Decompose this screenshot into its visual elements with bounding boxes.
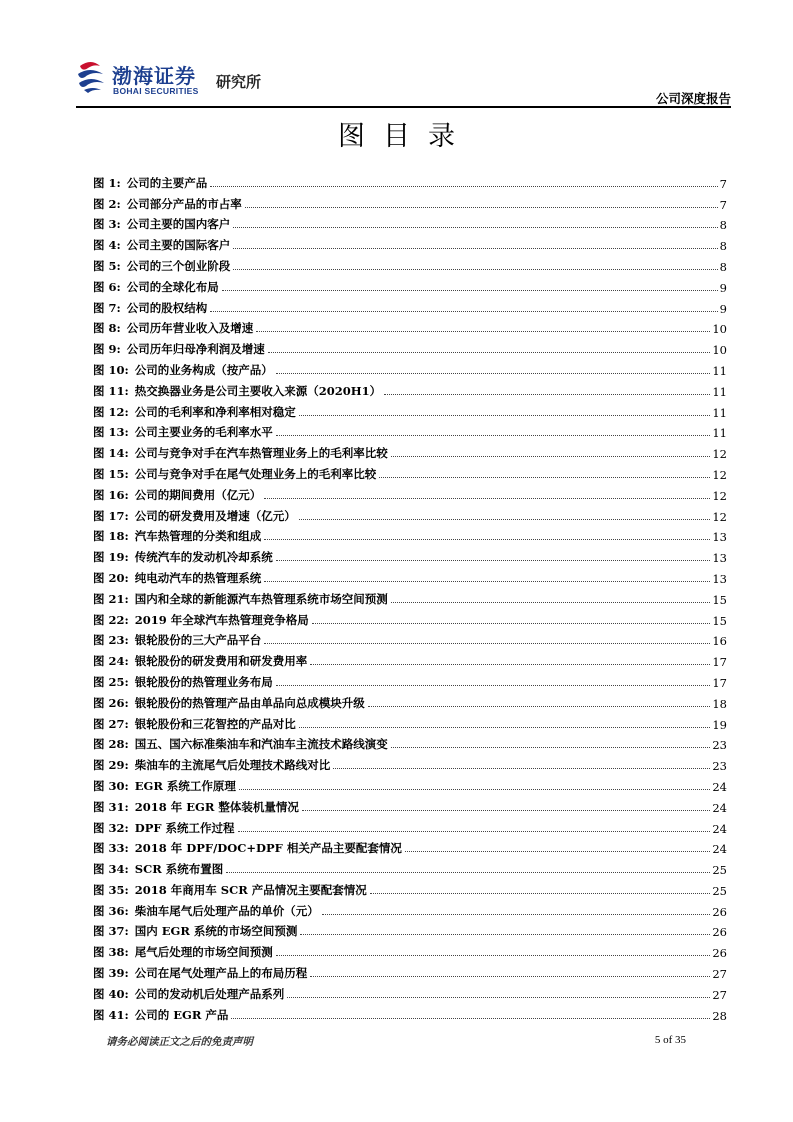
toc-page-number[interactable]: 16 <box>712 634 727 649</box>
toc-page-number[interactable]: 11 <box>712 384 727 399</box>
toc-figure-number: 图 19: <box>93 550 129 565</box>
toc-figure-number: 图 29: <box>93 758 129 773</box>
toc-figure-number: 图 16: <box>93 487 129 502</box>
toc-page-number[interactable]: 7 <box>719 197 727 212</box>
toc-entry[interactable] <box>93 399 727 420</box>
toc-entry[interactable] <box>93 919 727 940</box>
toc-page-number[interactable]: 13 <box>712 530 727 545</box>
toc-entry[interactable] <box>93 191 727 212</box>
toc-figure-title: 公司的研发费用及增速（亿元） <box>134 508 296 523</box>
toc-entry[interactable] <box>93 981 727 1002</box>
toc-figure-number: 图 4: <box>93 238 121 253</box>
toc-entry[interactable] <box>93 898 727 919</box>
toc-figure-title: 公司主要的国际客户 <box>126 238 231 253</box>
toc-entry[interactable] <box>93 773 727 794</box>
toc-page-number[interactable]: 10 <box>712 322 727 337</box>
toc-figure-title: 汽车热管理的分类和组成 <box>134 529 262 544</box>
toc-figure-number: 图 14: <box>93 446 129 461</box>
toc-entry-label[interactable] <box>93 674 273 690</box>
toc-entry-label[interactable] <box>93 196 242 212</box>
toc-entry[interactable] <box>93 877 727 898</box>
toc-figure-number: 图 24: <box>93 654 129 669</box>
toc-entry[interactable] <box>93 752 727 773</box>
toc-entry-label[interactable] <box>93 404 296 420</box>
toc-entry[interactable] <box>93 711 727 732</box>
toc-page-number[interactable]: 23 <box>712 738 727 753</box>
toc-figure-number: 图 40: <box>93 986 129 1001</box>
logo-chinese-name: 渤海证券 <box>112 64 196 88</box>
toc-dot-leader <box>384 394 710 395</box>
toc-entry-label[interactable] <box>93 528 261 544</box>
toc-dot-leader <box>245 207 718 208</box>
toc-dot-leader <box>302 810 710 811</box>
toc-page-number[interactable]: 8 <box>719 259 727 274</box>
toc-page-number[interactable]: 12 <box>712 467 727 482</box>
page-header <box>76 58 731 104</box>
toc-dot-leader <box>226 872 710 873</box>
toc-entry[interactable] <box>93 586 727 607</box>
toc-page-number[interactable]: 23 <box>712 759 727 774</box>
toc-dot-leader <box>233 269 717 270</box>
page-number: 5 of 35 <box>654 1034 686 1046</box>
toc-entry[interactable] <box>93 794 727 815</box>
toc-figure-title: 2018 年 EGR 整体装机量情况 <box>134 799 299 814</box>
toc-entry-label[interactable] <box>93 362 273 378</box>
toc-entry-label[interactable] <box>93 736 388 752</box>
toc-entry-label[interactable] <box>93 341 265 357</box>
toc-dot-leader <box>264 498 710 499</box>
toc-figure-number: 图 26: <box>93 695 129 710</box>
toc-entry-label[interactable] <box>93 216 230 232</box>
toc-page-number[interactable]: 10 <box>712 343 727 358</box>
toc-figure-number: 图 17: <box>93 508 129 523</box>
toc-page-number[interactable]: 11 <box>712 426 727 441</box>
bohai-logo-icon <box>76 60 106 94</box>
toc-dot-leader <box>379 477 710 478</box>
toc-figure-title: 2018 年商用车 SCR 产品情况主要配套情况 <box>134 882 367 897</box>
toc-entry-label[interactable] <box>93 570 261 586</box>
toc-entry-label[interactable] <box>93 591 388 607</box>
toc-figure-title: 纯电动汽车的热管理系统 <box>134 570 262 585</box>
toc-figure-title: SCR 系统布置图 <box>134 862 224 877</box>
toc-figure-number: 图 34: <box>93 862 129 877</box>
toc-dot-leader <box>276 560 711 561</box>
page-title: 图目录 <box>338 121 473 152</box>
toc-figure-title: 尾气后处理的市场空间预测 <box>134 945 273 960</box>
toc-dot-leader <box>310 976 710 977</box>
toc-entry[interactable] <box>93 232 727 253</box>
toc-figure-title: 公司的股权结构 <box>126 300 208 315</box>
toc-figure-number: 图 38: <box>93 945 129 960</box>
toc-entry[interactable] <box>93 690 727 711</box>
toc-entry-label[interactable] <box>93 445 388 461</box>
toc-dot-leader <box>268 352 711 353</box>
toc-entry-label[interactable] <box>93 424 273 440</box>
toc-page-number[interactable]: 11 <box>712 405 727 420</box>
toc-entry[interactable] <box>93 212 727 233</box>
toc-page-number[interactable]: 9 <box>719 280 727 295</box>
toc-entry[interactable] <box>93 544 727 565</box>
toc-entry[interactable] <box>93 357 727 378</box>
toc-entry-label[interactable] <box>93 487 261 503</box>
toc-entry-label[interactable] <box>93 320 253 336</box>
toc-page-number[interactable]: 8 <box>719 218 727 233</box>
toc-figure-number: 图 39: <box>93 966 129 981</box>
toc-entry[interactable] <box>93 482 727 503</box>
toc-entry[interactable] <box>93 170 727 191</box>
toc-entry-label[interactable] <box>93 612 309 628</box>
toc-figure-number: 图 30: <box>93 778 129 793</box>
toc-entry-label[interactable] <box>93 258 230 274</box>
toc-entry[interactable] <box>93 669 727 690</box>
toc-entry[interactable] <box>93 378 727 399</box>
toc-figure-title: 公司的业务构成（按产品） <box>134 362 273 377</box>
toc-page-number[interactable]: 28 <box>712 1008 727 1023</box>
toc-dot-leader <box>231 1018 710 1019</box>
toc-figure-number: 图 35: <box>93 882 129 897</box>
toc-entry-label[interactable] <box>93 986 284 1002</box>
toc-page-number[interactable]: 8 <box>719 239 727 254</box>
toc-entry-label[interactable] <box>93 716 296 732</box>
toc-figure-number: 图 7: <box>93 300 121 315</box>
toc-dot-leader <box>276 685 711 686</box>
toc-dot-leader <box>333 768 710 769</box>
toc-figure-number: 图 5: <box>93 258 121 273</box>
toc-entry[interactable] <box>93 815 727 836</box>
toc-figure-title: 国内 EGR 系统的市场空间预测 <box>134 924 298 939</box>
toc-figure-title: 银轮股份和三花智控的产品对比 <box>134 716 296 731</box>
toc-figure-title: 国内和全球的新能源汽车热管理系统市场空间预测 <box>134 591 388 606</box>
toc-figure-title: 公司的毛利率和净利率相对稳定 <box>134 404 296 419</box>
toc-figure-title: 国五、国六标准柴油车和汽油车主流技术路线演变 <box>134 737 388 752</box>
toc-figure-number: 图 9: <box>93 342 121 357</box>
toc-entry-label[interactable] <box>93 383 381 399</box>
toc-dot-leader <box>370 893 711 894</box>
toc-figure-number: 图 12: <box>93 404 129 419</box>
toc-page-number[interactable]: 26 <box>712 946 727 961</box>
toc-dot-leader <box>312 623 711 624</box>
toc-entry[interactable] <box>93 274 727 295</box>
toc-page-number[interactable]: 19 <box>712 717 727 732</box>
toc-entry-label[interactable] <box>93 820 235 836</box>
toc-entry-label[interactable] <box>93 466 376 482</box>
toc-figure-title: 公司的 EGR 产品 <box>134 1007 229 1022</box>
toc-entry[interactable] <box>93 836 727 857</box>
toc-page-number[interactable]: 15 <box>712 592 727 607</box>
toc-entry-label[interactable] <box>93 175 207 191</box>
toc-entry-label[interactable] <box>93 300 207 316</box>
toc-figure-title: 公司历年营业收入及增速 <box>126 321 254 336</box>
toc-entry-label[interactable] <box>93 653 307 669</box>
toc-figure-title: EGR 系统工作原理 <box>134 778 236 793</box>
disclaimer-note: 请务必阅读正文之后的免责声明 <box>106 1036 253 1048</box>
toc-entry[interactable] <box>93 939 727 960</box>
toc-page-number[interactable]: 13 <box>712 571 727 586</box>
toc-figure-title: 公司部分产品的市占率 <box>126 196 242 211</box>
toc-entry-label[interactable] <box>93 882 367 898</box>
toc-figure-number: 图 23: <box>93 633 129 648</box>
toc-dot-leader <box>287 997 710 998</box>
toc-entry-label[interactable] <box>93 1007 228 1023</box>
toc-page-number[interactable]: 24 <box>712 800 727 815</box>
toc-page-number[interactable]: 7 <box>719 176 727 191</box>
toc-entry[interactable] <box>93 461 727 482</box>
toc-entry[interactable] <box>93 960 727 981</box>
toc-entry[interactable] <box>93 648 727 669</box>
toc-page-number[interactable]: 26 <box>712 925 727 940</box>
toc-dot-leader <box>391 747 711 748</box>
toc-figure-title: 公司历年归母净利润及增速 <box>126 342 265 357</box>
toc-entry[interactable] <box>93 732 727 753</box>
toc-page-number[interactable]: 24 <box>712 821 727 836</box>
toc-dot-leader <box>310 664 710 665</box>
toc-figure-number: 图 41: <box>93 1007 129 1022</box>
report-type-label: 公司深度报告 <box>655 91 731 106</box>
toc-dot-leader <box>322 914 711 915</box>
toc-figure-number: 图 25: <box>93 674 129 689</box>
toc-entry[interactable] <box>93 253 727 274</box>
toc-page-number[interactable]: 9 <box>719 301 727 316</box>
toc-page-number[interactable]: 12 <box>712 488 727 503</box>
toc-figure-number: 图 33: <box>93 841 129 856</box>
toc-figure-title: 传统汽车的发动机冷却系统 <box>134 550 273 565</box>
toc-entry[interactable] <box>93 565 727 586</box>
toc-dot-leader <box>233 227 717 228</box>
toc-figure-title: 公司主要的国内客户 <box>126 217 231 232</box>
toc-dot-leader <box>276 373 711 374</box>
toc-entry-label[interactable] <box>93 695 365 711</box>
toc-figure-number: 图 22: <box>93 612 129 627</box>
toc-entry[interactable] <box>93 316 727 337</box>
toc-page-number[interactable]: 24 <box>712 842 727 857</box>
logo-english-name: BOHAI SECURITIES <box>113 86 199 96</box>
toc-entry[interactable] <box>93 503 727 524</box>
toc-entry[interactable] <box>93 628 727 649</box>
toc-entry-label[interactable] <box>93 778 236 794</box>
toc-dot-leader <box>299 519 711 520</box>
toc-figure-title: 柴油车尾气后处理产品的单价（元） <box>134 903 319 918</box>
toc-entry-label[interactable] <box>93 237 230 253</box>
toc-dot-leader <box>276 955 711 956</box>
toc-page-number[interactable]: 18 <box>712 696 727 711</box>
toc-dot-leader <box>210 186 717 187</box>
toc-figure-title: 公司的期间费用（亿元） <box>134 487 262 502</box>
toc-page-number[interactable]: 11 <box>712 363 727 378</box>
toc-entry-label[interactable] <box>93 757 330 773</box>
figure-list <box>93 170 727 1023</box>
toc-figure-title: DPF 系统工作过程 <box>134 820 235 835</box>
toc-figure-title: 银轮股份的三大产品平台 <box>134 633 262 648</box>
toc-figure-title: 公司与竞争对手在汽车热管理业务上的毛利率比较 <box>134 446 388 461</box>
toc-figure-number: 图 11: <box>93 383 129 398</box>
toc-figure-title: 公司的发动机后处理产品系列 <box>134 986 285 1001</box>
toc-page-number[interactable]: 13 <box>712 551 727 566</box>
toc-page-number[interactable]: 25 <box>712 883 727 898</box>
toc-entry[interactable] <box>93 440 727 461</box>
header-divider <box>76 106 731 108</box>
toc-dot-leader <box>299 727 711 728</box>
toc-dot-leader <box>238 831 711 832</box>
toc-page-number[interactable]: 15 <box>712 613 727 628</box>
toc-page-number[interactable]: 27 <box>712 987 727 1002</box>
toc-entry-label[interactable] <box>93 861 223 877</box>
toc-figure-title: 公司的三个创业阶段 <box>126 258 231 273</box>
toc-dot-leader <box>222 290 718 291</box>
toc-figure-title: 公司的全球化布局 <box>126 279 219 294</box>
toc-page-number[interactable]: 12 <box>712 447 727 462</box>
toc-figure-number: 图 8: <box>93 321 121 336</box>
toc-entry-label[interactable] <box>93 903 319 919</box>
toc-entry-label[interactable] <box>93 923 297 939</box>
toc-figure-number: 图 36: <box>93 903 129 918</box>
toc-entry[interactable] <box>93 856 727 877</box>
toc-figure-number: 图 18: <box>93 529 129 544</box>
toc-entry[interactable] <box>93 336 727 357</box>
toc-entry[interactable] <box>93 420 727 441</box>
toc-figure-number: 图 31: <box>93 799 129 814</box>
toc-dot-leader <box>264 581 710 582</box>
toc-entry[interactable] <box>93 295 727 316</box>
toc-page-number[interactable]: 24 <box>712 779 727 794</box>
toc-page-number[interactable]: 17 <box>712 675 727 690</box>
toc-page-number[interactable]: 27 <box>712 967 727 982</box>
toc-page-number[interactable]: 17 <box>712 655 727 670</box>
toc-figure-number: 图 1: <box>93 175 121 190</box>
toc-figure-title: 公司的主要产品 <box>126 175 208 190</box>
toc-entry-label[interactable] <box>93 632 261 648</box>
toc-figure-number: 图 2: <box>93 196 121 211</box>
toc-entry-label[interactable] <box>93 549 273 565</box>
toc-dot-leader <box>210 311 717 312</box>
toc-figure-number: 图 6: <box>93 279 121 294</box>
toc-figure-number: 图 20: <box>93 570 129 585</box>
toc-figure-number: 图 37: <box>93 924 129 939</box>
toc-dot-leader <box>368 706 711 707</box>
toc-dot-leader <box>300 934 710 935</box>
toc-dot-leader <box>264 643 710 644</box>
toc-dot-leader <box>299 415 711 416</box>
toc-figure-title: 柴油车的主流尾气后处理技术路线对比 <box>134 758 331 773</box>
toc-figure-title: 银轮股份的热管理业务布局 <box>134 674 273 689</box>
toc-figure-title: 公司在尾气处理产品上的布局历程 <box>134 966 308 981</box>
toc-page-number[interactable]: 25 <box>712 863 727 878</box>
toc-page-number[interactable]: 26 <box>712 904 727 919</box>
toc-figure-title: 银轮股份的研发费用和研发费用率 <box>134 654 308 669</box>
toc-entry-label[interactable] <box>93 965 307 981</box>
toc-dot-leader <box>256 331 710 332</box>
toc-figure-title: 公司主要业务的毛利率水平 <box>134 425 273 440</box>
toc-figure-number: 图 15: <box>93 466 129 481</box>
toc-figure-number: 图 28: <box>93 737 129 752</box>
toc-figure-number: 图 10: <box>93 362 129 377</box>
toc-entry-label[interactable] <box>93 279 219 295</box>
toc-dot-leader <box>276 435 711 436</box>
toc-entry-label[interactable] <box>93 508 296 524</box>
toc-entry-label[interactable] <box>93 944 273 960</box>
toc-figure-title: 公司与竞争对手在尾气处理业务上的毛利率比较 <box>134 466 377 481</box>
toc-entry-label[interactable] <box>93 799 299 815</box>
toc-dot-leader <box>391 602 711 603</box>
toc-entry[interactable] <box>93 607 727 628</box>
toc-figure-number: 图 3: <box>93 217 121 232</box>
toc-dot-leader <box>239 789 710 790</box>
toc-dot-leader <box>405 851 711 852</box>
toc-entry-label[interactable] <box>93 840 402 856</box>
toc-figure-title: 银轮股份的热管理产品由单品向总成模块升级 <box>134 695 365 710</box>
toc-dot-leader <box>233 248 717 249</box>
toc-entry[interactable] <box>93 524 727 545</box>
toc-figure-title: 2018 年 DPF/DOC+DPF 相关产品主要配套情况 <box>134 841 402 856</box>
toc-dot-leader <box>391 456 711 457</box>
toc-dot-leader <box>264 539 710 540</box>
toc-figure-title: 热交换器业务是公司主要收入来源（2020H1） <box>134 383 382 398</box>
institute-label: 研究所 <box>216 73 262 91</box>
toc-figure-number: 图 32: <box>93 820 129 835</box>
toc-figure-number: 图 13: <box>93 425 129 440</box>
toc-figure-title: 2019 年全球汽车热管理竞争格局 <box>134 612 309 627</box>
toc-page-number[interactable]: 12 <box>712 509 727 524</box>
toc-figure-number: 图 27: <box>93 716 129 731</box>
toc-entry[interactable] <box>93 1002 727 1023</box>
toc-figure-number: 图 21: <box>93 591 129 606</box>
